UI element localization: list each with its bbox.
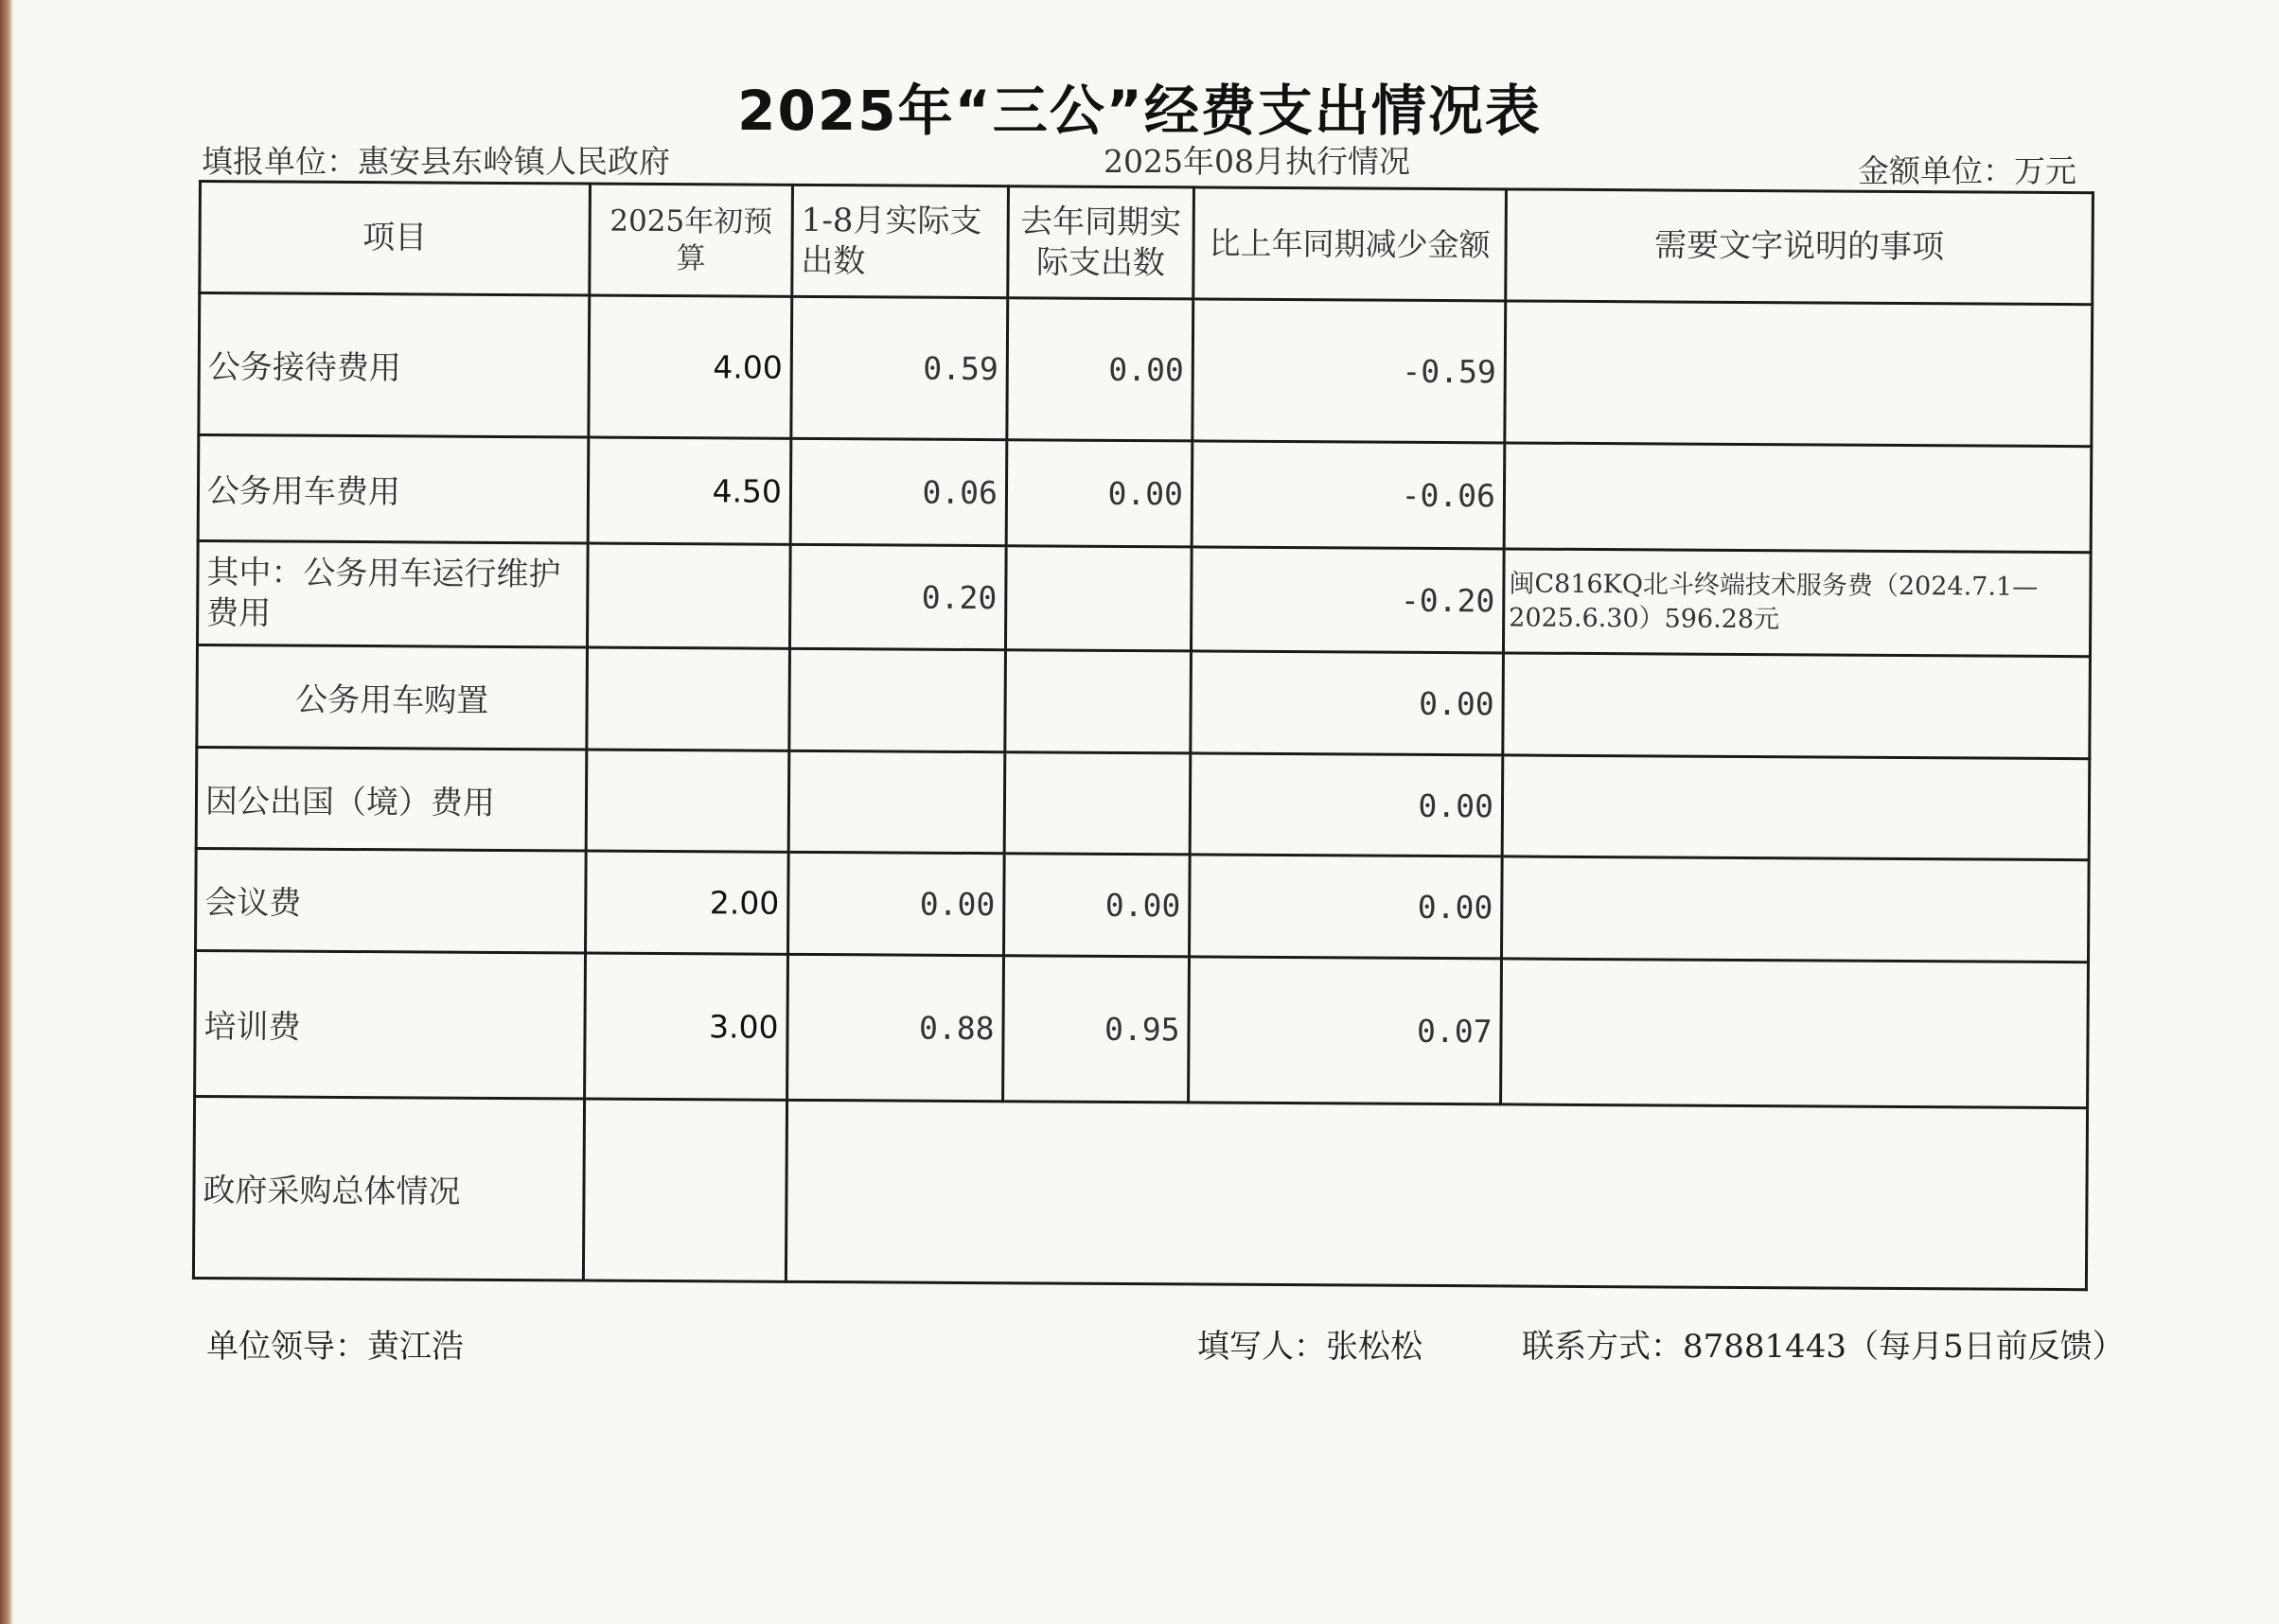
procurement-detail <box>786 1100 2087 1289</box>
row-note <box>1505 301 2093 447</box>
header-note: 需要文字说明的事项 <box>1506 189 2094 305</box>
header-last-year: 去年同期实际支出数 <box>1008 186 1194 299</box>
table-row <box>198 435 2092 553</box>
header-actual: 1-8月实际支出数 <box>792 185 1009 297</box>
row-actual: 0.88 <box>787 954 1004 1101</box>
row-note <box>1503 653 2091 759</box>
row-budget: 4.50 <box>588 437 791 544</box>
row-last-year <box>1005 546 1192 651</box>
row-decrease: 0.00 <box>1190 855 1503 959</box>
row-name: 公务用车购置 <box>197 645 588 750</box>
row-actual <box>788 750 1005 853</box>
row-last-year: 0.00 <box>1007 298 1193 441</box>
header-decrease: 比上年同期减少金额 <box>1193 187 1507 301</box>
table-row <box>197 645 2091 759</box>
row-decrease: 0.00 <box>1190 753 1503 856</box>
row-last-year <box>1004 752 1191 855</box>
row-budget <box>587 543 790 648</box>
table-row <box>199 293 2093 447</box>
procurement-label: 政府采购总体情况 <box>193 1096 584 1280</box>
row-actual <box>789 648 1006 751</box>
row-budget <box>586 750 789 852</box>
row-decrease: -0.06 <box>1192 441 1505 549</box>
table-header-row <box>200 182 2094 305</box>
row-actual: 0.06 <box>790 438 1007 545</box>
row-budget: 4.00 <box>589 295 792 438</box>
table-row <box>195 950 2089 1107</box>
contact-info: 联系方式：87881443（每月5日前反馈） <box>1522 1328 2125 1366</box>
row-budget: 2.00 <box>586 851 789 954</box>
header-item: 项目 <box>200 182 591 296</box>
form-filler: 填写人：张松松 <box>1197 1328 1422 1366</box>
row-actual: 0.00 <box>788 852 1005 955</box>
amount-unit: 金额单位：万元 <box>1858 152 2076 189</box>
row-actual: 0.20 <box>789 544 1006 649</box>
row-decrease: -0.59 <box>1192 299 1506 443</box>
unit-leader: 单位领导：黄江浩 <box>206 1328 464 1366</box>
row-name: 公务接待费用 <box>199 293 590 438</box>
row-note <box>1502 755 2090 860</box>
document-title: 2025年“三公”经费支出情况表 <box>737 79 1542 143</box>
row-decrease: 0.00 <box>1191 651 1504 755</box>
row-note: 闽C816KQ北斗终端技术服务费（2024.7.1—2025.6.30）596.28元 <box>1503 549 2091 657</box>
row-name: 因公出国（境）费用 <box>196 747 587 851</box>
row-name: 会议费 <box>196 848 587 953</box>
row-last-year: 0.00 <box>1006 440 1192 547</box>
row-note <box>1504 443 2092 553</box>
reporting-period: 2025年08月执行情况 <box>1104 143 1410 180</box>
reporting-unit: 填报单位：惠安县东岭镇人民政府 <box>202 143 670 180</box>
row-name: 公务用车费用 <box>198 435 589 544</box>
row-decrease: 0.07 <box>1189 957 1502 1104</box>
row-actual: 0.59 <box>791 296 1008 439</box>
expense-table <box>192 180 2094 1291</box>
procurement-value <box>583 1099 786 1281</box>
row-note <box>1501 856 2089 962</box>
row-last-year <box>1005 650 1192 753</box>
header-budget: 2025年初预算 <box>590 184 793 296</box>
table-row <box>196 848 2090 962</box>
row-decrease: -0.20 <box>1191 547 1504 653</box>
procurement-row <box>193 1096 2087 1289</box>
row-budget: 3.00 <box>585 953 788 1100</box>
row-name: 其中：公务用车运行维护费用 <box>197 541 588 648</box>
row-last-year: 0.00 <box>1004 854 1191 957</box>
row-budget <box>587 647 790 750</box>
table-row <box>196 747 2090 859</box>
row-note <box>1501 959 2089 1108</box>
table-row <box>197 541 2091 657</box>
paper-edge <box>0 0 13 1624</box>
row-last-year: 0.95 <box>1003 956 1190 1103</box>
row-name: 培训费 <box>195 950 586 1099</box>
